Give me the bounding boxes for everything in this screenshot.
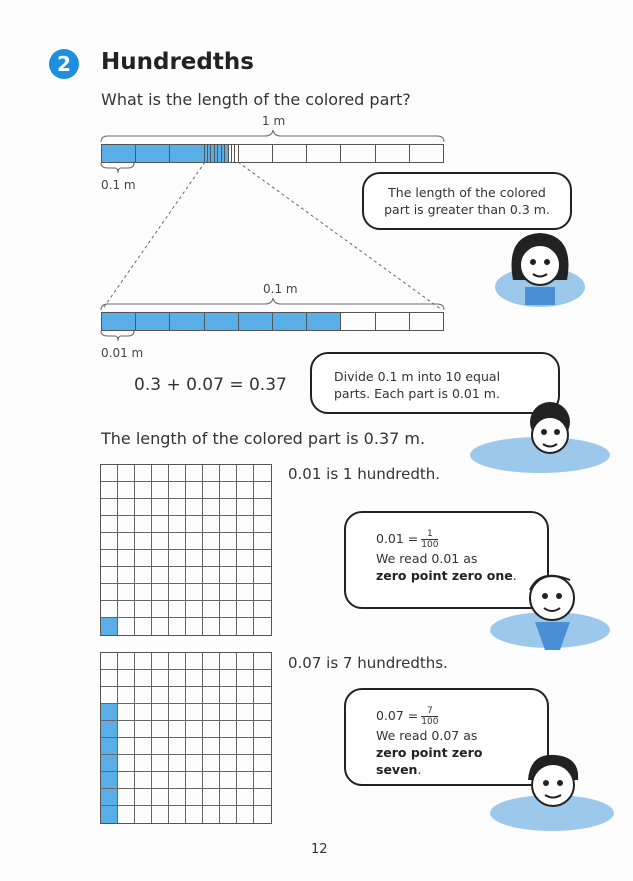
grid2-cell: [220, 755, 237, 772]
denominator: 100: [421, 540, 439, 550]
bar2-brace: [100, 296, 446, 312]
grid1-cell: [118, 499, 135, 516]
grid1-cell: [203, 533, 220, 550]
grid2-cell: [135, 670, 152, 687]
grid2-cell: [101, 704, 118, 721]
boy-character-illustration: [490, 560, 610, 650]
grid2-cell: [203, 789, 220, 806]
grid2-cell: [135, 789, 152, 806]
grid1-cell: [118, 516, 135, 533]
grid2-cell: [203, 772, 220, 789]
bar2-segment: [136, 313, 170, 330]
grid1-cell: [203, 584, 220, 601]
grid1-cell: [220, 567, 237, 584]
grid1-cell: [186, 618, 203, 635]
grid2-cell: [135, 738, 152, 755]
grid2-cell: [203, 704, 220, 721]
grid2-cell: [118, 653, 135, 670]
grid2-cell: [135, 653, 152, 670]
grid1-cell: [152, 584, 169, 601]
grid1-cell: [135, 482, 152, 499]
grid1-cell: [254, 465, 271, 482]
fraction-1-100: [421, 529, 438, 550]
grid2-cell: [118, 806, 135, 823]
grid2-cell: [220, 789, 237, 806]
grid2-cell: [101, 806, 118, 823]
bubble4-read: We read 0.07 as: [376, 728, 478, 743]
grid1-cell: [203, 550, 220, 567]
bubble4-words: zero point zero seven: [376, 745, 483, 777]
grid1-cell: [152, 465, 169, 482]
grid2-cell: [220, 653, 237, 670]
grid1-cell: [169, 499, 186, 516]
grid1-cell: [135, 533, 152, 550]
grid1-cell: [203, 465, 220, 482]
grid1-cell: [135, 499, 152, 516]
dark-hair-boy-illustration: [490, 745, 615, 835]
grid2-cell: [220, 687, 237, 704]
denominator: 100: [421, 717, 439, 727]
grid2-cell: [152, 687, 169, 704]
thought-bubble-1: The length of the colored part is greater than 0.3 m.: [362, 172, 572, 230]
grid2-cell: [237, 704, 254, 721]
grid1-cell: [220, 482, 237, 499]
grid2-cell: [186, 687, 203, 704]
grid1-cell: [169, 601, 186, 618]
grid2-cell: [254, 738, 271, 755]
grid2-cell: [152, 738, 169, 755]
grid1-cell: [135, 516, 152, 533]
bar2-segment-brace: [100, 330, 140, 344]
grid2-cell: [237, 653, 254, 670]
grid1-cell: [186, 499, 203, 516]
grid2-cell: [169, 755, 186, 772]
question-text: What is the length of the colored part?: [101, 90, 411, 109]
grid1-cell: [135, 584, 152, 601]
grid1-cell: [186, 550, 203, 567]
bar2-segment-label: 0.01 m: [101, 346, 144, 360]
grid1-cell: [186, 516, 203, 533]
grid2-cell: [237, 755, 254, 772]
grid2-cell: [220, 721, 237, 738]
section-title: Hundredths: [101, 49, 254, 75]
grid2-cell: [101, 738, 118, 755]
grid2-cell: [220, 670, 237, 687]
grid1-cell: [135, 465, 152, 482]
grid2-cell: [237, 806, 254, 823]
grid2-cell: [254, 721, 271, 738]
grid2-cell: [220, 738, 237, 755]
grid1-cell: [118, 567, 135, 584]
grid1-cell: [152, 618, 169, 635]
grid2-cell: [169, 721, 186, 738]
grid2-cell: [118, 772, 135, 789]
bar2-segment: [273, 313, 307, 330]
grid1-cell: [186, 482, 203, 499]
grid1-cell: [203, 601, 220, 618]
bar1-segment-label: 0.1 m: [101, 178, 136, 192]
grid1-cell: [237, 584, 254, 601]
grid2-cell: [101, 653, 118, 670]
bubble4-eq: 0.07 =: [376, 708, 419, 723]
period: .: [512, 568, 517, 583]
grid2-cell: [254, 653, 271, 670]
grid2-cell: [220, 772, 237, 789]
grid2-cell: [118, 755, 135, 772]
grid2-caption: 0.07 is 7 hundredths.: [288, 654, 448, 672]
grid1-cell: [237, 567, 254, 584]
grid2-cell: [186, 738, 203, 755]
grid2-cell: [152, 704, 169, 721]
grid1-cell: [237, 482, 254, 499]
grid2-cell: [220, 704, 237, 721]
grid1-cell: [203, 567, 220, 584]
grid2-cell: [203, 806, 220, 823]
grid2-cell: [254, 806, 271, 823]
grid1-cell: [186, 584, 203, 601]
grid2-cell: [220, 806, 237, 823]
grid2-cell: [152, 772, 169, 789]
grid1-cell: [152, 482, 169, 499]
grid1-cell: [118, 618, 135, 635]
grid2-cell: [254, 670, 271, 687]
grid1-cell: [152, 516, 169, 533]
grid2-cell: [135, 721, 152, 738]
grid2-cell: [169, 806, 186, 823]
bubble3-eq: 0.01 =: [376, 531, 419, 546]
bubble3-read: We read 0.01 as: [376, 551, 478, 566]
grid1-cell: [220, 601, 237, 618]
grid1-cell: [203, 618, 220, 635]
grid2-cell: [237, 772, 254, 789]
grid1-cell: [101, 465, 118, 482]
grid1-cell: [254, 550, 271, 567]
grid2-cell: [169, 704, 186, 721]
grid2-cell: [186, 789, 203, 806]
girl-character-illustration: [495, 225, 585, 310]
grid2-cell: [118, 687, 135, 704]
grid1-cell: [135, 618, 152, 635]
grid2-cell: [135, 687, 152, 704]
grid2-cell: [237, 670, 254, 687]
grid2-cell: [237, 721, 254, 738]
grid1-cell: [237, 533, 254, 550]
grid1-cell: [169, 533, 186, 550]
grid1-cell: [118, 465, 135, 482]
hundred-grid-2: [100, 652, 272, 824]
grid1-cell: [152, 533, 169, 550]
grid2-cell: [186, 721, 203, 738]
grid2-cell: [186, 806, 203, 823]
grid2-cell: [152, 670, 169, 687]
grid1-cell: [135, 550, 152, 567]
conclusion-text: The length of the colored part is 0.37 m.: [101, 429, 426, 448]
grid1-cell: [169, 550, 186, 567]
numerator: 7: [421, 706, 438, 717]
grid1-cell: [169, 482, 186, 499]
grid1-cell: [152, 499, 169, 516]
grid1-cell: [118, 533, 135, 550]
grid1-cell: [101, 601, 118, 618]
grid1-cell: [101, 584, 118, 601]
grid2-cell: [101, 772, 118, 789]
grid2-cell: [169, 789, 186, 806]
grid1-cell: [169, 465, 186, 482]
grid1-cell: [118, 601, 135, 618]
grid1-cell: [186, 567, 203, 584]
grid2-cell: [203, 755, 220, 772]
grid2-cell: [186, 772, 203, 789]
grid1-cell: [254, 516, 271, 533]
grid1-cell: [237, 618, 254, 635]
period: .: [417, 762, 422, 777]
grid2-cell: [169, 687, 186, 704]
grid1-cell: [169, 584, 186, 601]
grid2-cell: [254, 704, 271, 721]
grid1-cell: [237, 550, 254, 567]
grid2-cell: [152, 806, 169, 823]
bar2-tenth-meter: [101, 312, 444, 331]
grid2-cell: [118, 704, 135, 721]
grid2-cell: [118, 670, 135, 687]
grid2-cell: [186, 670, 203, 687]
grid2-cell: [101, 789, 118, 806]
grid2-cell: [118, 721, 135, 738]
grid1-cell: [118, 482, 135, 499]
grid1-cell: [169, 567, 186, 584]
grid1-cell: [254, 618, 271, 635]
grid1-cell: [118, 550, 135, 567]
grid1-cell: [152, 550, 169, 567]
grid2-cell: [254, 772, 271, 789]
grid1-caption: 0.01 is 1 hundredth.: [288, 465, 441, 483]
grid1-cell: [101, 567, 118, 584]
grid2-cell: [186, 704, 203, 721]
grid1-cell: [169, 618, 186, 635]
fraction-7-100: [421, 706, 438, 727]
grid1-cell: [203, 499, 220, 516]
curly-hair-kid-illustration: [470, 400, 610, 475]
grid2-cell: [254, 687, 271, 704]
grid1-cell: [101, 482, 118, 499]
grid2-cell: [169, 653, 186, 670]
grid1-cell: [220, 618, 237, 635]
grid1-cell: [237, 601, 254, 618]
grid1-cell: [254, 567, 271, 584]
grid1-cell: [220, 533, 237, 550]
bubble3-words: zero point zero one: [376, 568, 513, 583]
section-number-badge: 2: [49, 49, 79, 79]
grid1-cell: [220, 584, 237, 601]
grid1-cell: [101, 516, 118, 533]
grid2-cell: [135, 806, 152, 823]
grid2-cell: [169, 772, 186, 789]
hundred-grid-1: [100, 464, 272, 636]
grid2-cell: [152, 721, 169, 738]
grid1-cell: [169, 516, 186, 533]
grid1-cell: [254, 533, 271, 550]
grid2-cell: [118, 789, 135, 806]
bar2-segment: [410, 313, 443, 330]
grid2-cell: [203, 721, 220, 738]
grid2-cell: [237, 789, 254, 806]
grid2-cell: [135, 704, 152, 721]
grid1-cell: [101, 550, 118, 567]
equation: 0.3 + 0.07 = 0.37: [134, 375, 287, 395]
grid1-cell: [101, 618, 118, 635]
grid2-cell: [101, 670, 118, 687]
grid2-cell: [254, 755, 271, 772]
grid2-cell: [237, 687, 254, 704]
grid1-cell: [186, 601, 203, 618]
grid1-cell: [220, 465, 237, 482]
grid2-cell: [203, 738, 220, 755]
grid2-cell: [101, 721, 118, 738]
grid2-cell: [135, 755, 152, 772]
grid1-cell: [237, 499, 254, 516]
grid1-cell: [186, 533, 203, 550]
bar2-segment: [239, 313, 273, 330]
page-number: 12: [311, 842, 328, 857]
grid2-cell: [186, 755, 203, 772]
grid1-cell: [254, 584, 271, 601]
bar2-segment: [307, 313, 341, 330]
bar2-segment: [170, 313, 204, 330]
thought-bubble-2: Divide 0.1 m into 10 equal parts. Each part is 0.01 m.: [310, 352, 560, 414]
grid2-cell: [237, 738, 254, 755]
grid1-cell: [237, 465, 254, 482]
grid1-cell: [101, 499, 118, 516]
bar2-segment: [341, 313, 375, 330]
grid1-cell: [254, 601, 271, 618]
grid1-cell: [254, 499, 271, 516]
bar2-segment: [102, 313, 136, 330]
grid2-cell: [101, 755, 118, 772]
grid1-cell: [254, 482, 271, 499]
grid1-cell: [101, 533, 118, 550]
bar1-total-label: 1 m: [262, 114, 286, 128]
grid2-cell: [118, 738, 135, 755]
grid1-cell: [203, 516, 220, 533]
grid1-cell: [152, 601, 169, 618]
grid2-cell: [169, 670, 186, 687]
bar2-total-label: 0.1 m: [263, 282, 298, 296]
grid1-cell: [203, 482, 220, 499]
grid2-cell: [203, 670, 220, 687]
grid2-cell: [186, 653, 203, 670]
grid2-cell: [169, 738, 186, 755]
grid2-cell: [152, 755, 169, 772]
grid1-cell: [220, 516, 237, 533]
grid2-cell: [203, 687, 220, 704]
grid1-cell: [220, 499, 237, 516]
grid1-cell: [220, 550, 237, 567]
grid2-cell: [101, 687, 118, 704]
grid1-cell: [118, 584, 135, 601]
grid1-cell: [135, 567, 152, 584]
grid1-cell: [135, 601, 152, 618]
numerator: 1: [421, 529, 438, 540]
grid2-cell: [203, 653, 220, 670]
grid1-cell: [186, 465, 203, 482]
grid2-cell: [152, 789, 169, 806]
bar2-segment: [205, 313, 239, 330]
grid1-cell: [237, 516, 254, 533]
grid2-cell: [254, 789, 271, 806]
grid1-cell: [152, 567, 169, 584]
grid2-cell: [135, 772, 152, 789]
bar2-segment: [376, 313, 410, 330]
grid2-cell: [152, 653, 169, 670]
